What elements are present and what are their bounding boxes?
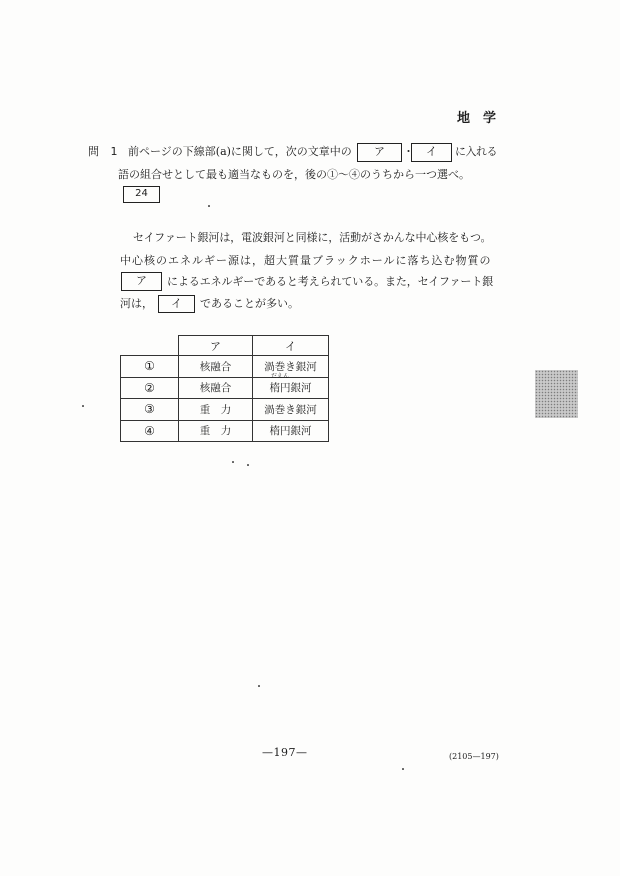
- section-index-tab: [535, 370, 578, 418]
- table-row: [121, 420, 329, 442]
- passage-line2: 中心核のエネルギー源は，超大質量ブラックホールに落ち込む物質の: [120, 254, 492, 267]
- choice-i-value: 楕円銀河: [253, 420, 329, 442]
- table-row: [121, 356, 329, 378]
- choice-a-value: 核融合: [179, 356, 253, 378]
- question-line2: 語の組合せとして最も適当なものを，後の①～④のうちから一つ選べ。: [118, 168, 470, 181]
- table-header-row: [121, 336, 329, 356]
- ruby-reading: だえん: [270, 373, 289, 381]
- choice-i-value: 渦巻き銀河: [253, 399, 329, 421]
- choice-a-value: 重 力: [179, 420, 253, 442]
- scan-speck: [402, 768, 404, 770]
- column-header-i: イ: [253, 336, 329, 356]
- ruby-wrapper: [269, 373, 312, 395]
- scan-speck: [232, 461, 234, 463]
- passage-blank-box-i: イ: [158, 295, 195, 313]
- subject-heading: 地 学: [457, 111, 497, 126]
- blank-box-a: ア: [357, 143, 402, 162]
- choice-number: ②: [121, 377, 179, 399]
- choice-i-cell: [253, 373, 329, 399]
- question-line1-text: 前ページの下線部(a)に関して，次の文章中の: [128, 145, 352, 158]
- answer-choices-table: [120, 335, 329, 442]
- table-row: [121, 399, 329, 421]
- choice-i-value: 渦巻き銀河: [253, 356, 329, 378]
- passage-line3: によるエネルギーであると考えられている。また，セイファート銀: [167, 275, 494, 288]
- table-corner-cell: [121, 336, 179, 356]
- passage-line4-tail: であることが多い。: [200, 297, 299, 310]
- choice-i-value: 楕円銀河: [269, 382, 312, 395]
- column-header-a: ア: [179, 336, 253, 356]
- blank-box-i: イ: [411, 143, 452, 162]
- page-number: —197—: [262, 746, 308, 759]
- blank-separator: ・: [403, 145, 414, 158]
- choice-a-value: 重 力: [179, 399, 253, 421]
- scan-speck: [258, 685, 260, 687]
- choice-a-value: 核融合: [179, 377, 253, 399]
- document-code: (2105—197): [449, 752, 499, 761]
- question-number: 問 1: [88, 145, 118, 158]
- answer-number-box: 24: [123, 186, 160, 203]
- passage-blank-box-a: ア: [121, 272, 162, 291]
- table-row: [121, 377, 329, 399]
- choice-number: ③: [121, 399, 179, 421]
- passage-line4-head: 河は，: [120, 297, 153, 310]
- passage-line1: セイファート銀河は，電波銀河と同様に，活動がさかんな中心核をもつ。: [133, 231, 492, 244]
- scan-speck: [208, 205, 210, 207]
- choice-number: ④: [121, 420, 179, 442]
- question-line1-tail: に入れる: [455, 145, 497, 158]
- choice-number: ①: [121, 356, 179, 378]
- scan-speck: [247, 464, 249, 466]
- scan-speck: [82, 405, 84, 407]
